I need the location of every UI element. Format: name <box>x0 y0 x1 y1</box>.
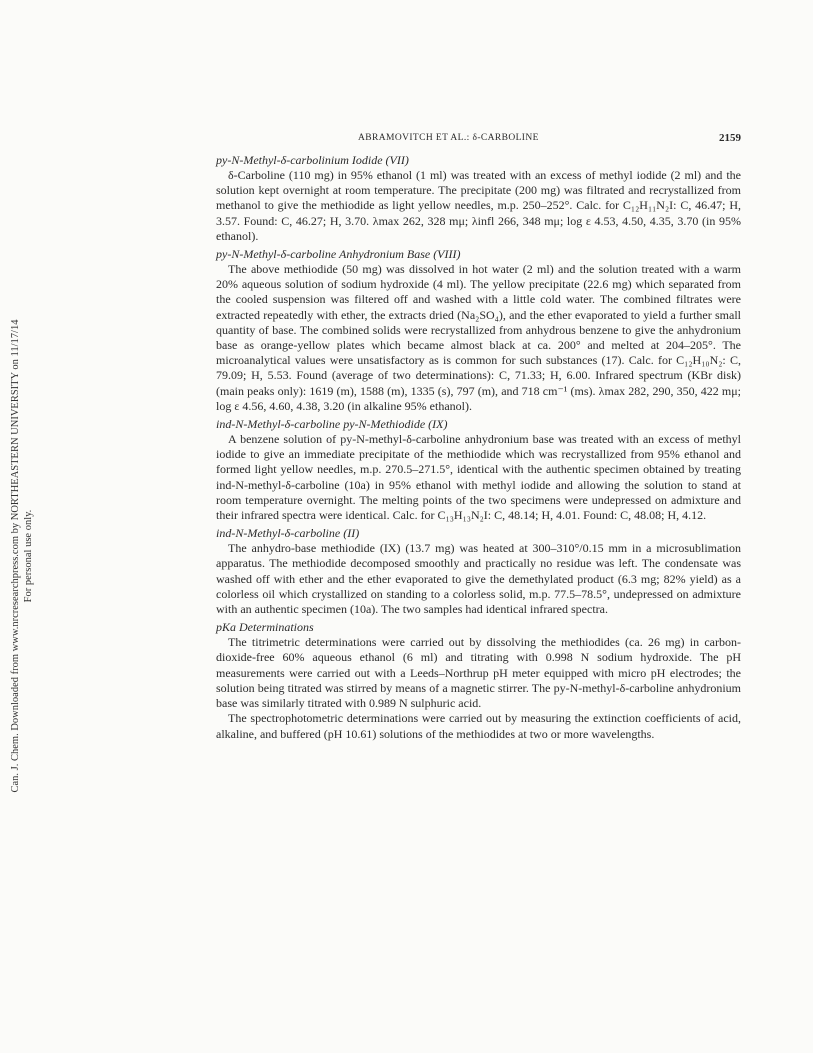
paragraph: The titrimetric determinations were carried out by dissolving the methiodides (ca. 26 mg) in carbon-dioxide-free 60% aqueous ethanol (6 ml) and titrating with 0.998 N sodium hydroxide. The pH measurements were carried out with a Leeds–Northrup pH meter equipped with micro pH electrodes; the solution being titrated was stirred by means of a magnetic stirrer. The py-N-methyl-δ-carboline anhydronium base was similarly titrated with 0.989 N sulphuric acid. <box>216 635 741 711</box>
paragraph: The spectrophotometric determinations were carried out by measuring the extinction coefficients of acid, alkaline, and buffered (pH 10.61) solutions of the methiodides at two or more wavelengths. <box>216 711 741 741</box>
section-methiodide-vii <box>216 153 741 244</box>
page-number: 2159 <box>719 132 741 144</box>
paragraph: The above methiodide (50 mg) was dissolved in hot water (2 ml) and the solution treated with a warm 20% aqueous solution of sodium hydroxide (4 ml). The yellow precipitate (22.6 mg) which separated from the cooled suspension was filtered off and washed with a little cold water. The combined filtrates were extracted repeatedly with ether, the extracts dried (Na₂SO₄), and the ether evaporated to yield a further small quantity of base. The combined solids were recrystallized from anhydrous benzene to give the anhydronium base as orange-yellow plates which became almost black at ca. 200° and melted at 204–205°. The microanalytical values were unsatisfactory as is common for such substances (17). Calc. for C₁₂H₁₀N₂: C, 79.09; H, 5.53. Found (average of two determinations): C, 71.33; H, 6.00. Infrared spectrum (KBr disk) (main peaks only): 1619 (m), 1588 (m), 1335 (s), 797 (m), and 718 cm⁻¹ (ms). λmax 282, 290, 350, 422 mμ; log ε 4.56, 4.60, 4.38, 3.20 (in alkaline 95% ethanol). <box>216 262 741 413</box>
section-title: ind-N-Methyl-δ-carboline (II) <box>216 526 360 541</box>
section-title: py-N-Methyl-δ-carbolinium Iodide (VII) <box>216 153 409 167</box>
section-pka-determinations <box>216 620 741 741</box>
page-header <box>216 133 741 147</box>
section-title: py-N-Methyl-δ-carboline Anhydronium Base (VIII) <box>216 247 461 262</box>
paragraph: The anhydro-base methiodide (IX) (13.7 mg) was heated at 300–310°/0.15 mm in a microsublimation apparatus. The methiodide decomposed smoothly and practically no residue was left. The condensate was washed off with ether and the ether evaporated to give the demethylated product (6.3 mg; 82% yield) as a colorless oil which crystallized on standing to a colorless solid, m.p. 77.5–78.5°, undepressed on admixture with an authentic specimen (10a). The two samples had identical infrared spectra. <box>216 541 741 617</box>
section-title: pKa Determinations <box>216 620 314 635</box>
paragraph: A benzene solution of py-N-methyl-δ-carboline anhydronium base was treated with an excess of methyl iodide to give an immediate precipitate of the methiodide which was recrystallized from 95% ethanol and formed light yellow needles, m.p. 270.5–271.5°, identical with the authentic specimen obtained by treating ind-N-methyl-δ-carboline (10a) in 95% ethanol with methyl iodide and allowing the solution to stand at room temperature overnight. The melting points of the two specimens were undepressed on admixture and their infrared spectra were identical. Calc. for C₁₃H₁₃N₂I: C, 48.14; H, 4.01. Found: C, 48.08; H, 4.12. <box>216 432 741 523</box>
section-carboline-ii <box>216 526 741 617</box>
section-methiodide-ix <box>216 417 741 523</box>
running-head: ABRAMOVITCH ET AL.: δ-CARBOLINE <box>358 133 539 143</box>
section-title: ind-N-Methyl-δ-carboline py-N-Methiodide (IX) <box>216 417 448 432</box>
download-watermark <box>3 0 41 1053</box>
watermark-text <box>9 320 35 793</box>
section-anhydronium-base-viii <box>216 247 741 414</box>
watermark-line-usage: For personal use only. <box>23 509 34 603</box>
watermark-line-source: Can. J. Chem. Downloaded from www.nrcresearchpress.com by NORTHEASTERN UNIVERSITY on 11/17/14 <box>10 319 21 793</box>
paragraph: δ-Carboline (110 mg) in 95% ethanol (1 ml) was treated with an excess of methyl iodide (2 ml) and the solution kept overnight at room temperature. The precipitate (200 mg) was filtrated and recrystallized from methanol to give the methiodide as light yellow needles, m.p. 250–252°. Calc. for C₁₂H₁₁N₂I: C, 46.47; H, 3.57. Found: C, 46.27; H, 3.70. λmax 262, 328 mμ; λinfl 266, 348 mμ; log ε 4.53, 4.50, 4.35, 3.70 (in 95% ethanol). <box>216 168 741 243</box>
article-body <box>216 150 741 742</box>
